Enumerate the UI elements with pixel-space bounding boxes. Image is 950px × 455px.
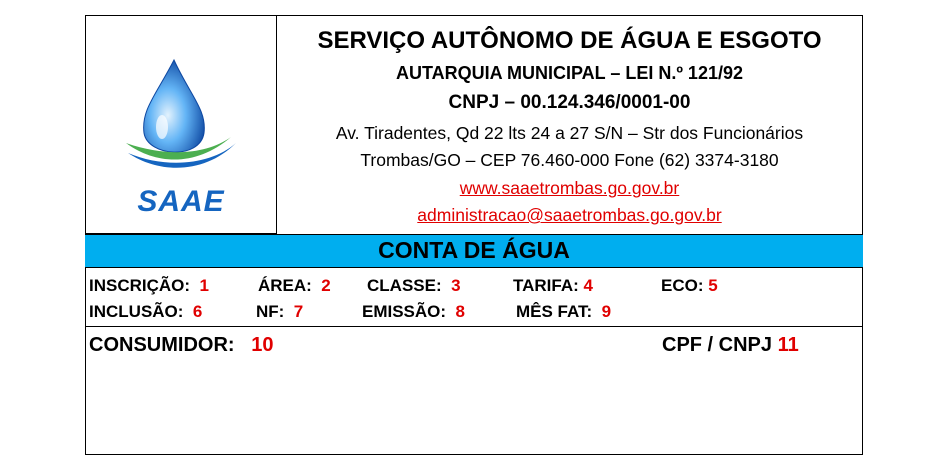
- cpf-cnpj-field: [662, 334, 799, 357]
- field-label: NF:: [256, 302, 285, 321]
- field-mes-fat: [516, 302, 611, 322]
- org-title: SERVIÇO AUTÔNOMO DE ÁGUA E ESGOTO: [317, 27, 822, 54]
- field-value: 5: [708, 276, 718, 295]
- field-value: 7: [293, 302, 304, 321]
- field-value: 8: [455, 302, 465, 321]
- bill-fields: [85, 268, 863, 327]
- field-label: INSCRIÇÃO:: [89, 276, 191, 295]
- field-area: [258, 276, 331, 296]
- field-tarifa: [513, 276, 593, 296]
- header-block: [276, 15, 863, 234]
- cpf-cnpj-value: 11: [777, 334, 799, 356]
- website-link[interactable]: www.saaetrombas.go.gov.br: [459, 178, 680, 198]
- field-classe: [367, 276, 461, 296]
- field-inscricao: [89, 276, 209, 296]
- field-value: 1: [199, 276, 209, 295]
- field-value: 2: [321, 276, 331, 295]
- field-inclusao: [89, 302, 202, 322]
- email-link[interactable]: administracao@saaetrombas.go.gov.br: [417, 205, 722, 225]
- field-value: 4: [583, 276, 593, 295]
- field-emissao: [362, 302, 465, 322]
- consumidor-value: 10: [251, 334, 274, 356]
- logo-text: SAAE: [137, 185, 225, 218]
- org-cnpj: CNPJ – 00.124.346/0001-00: [448, 92, 691, 113]
- section-title-bar: [85, 234, 863, 268]
- consumidor-field: [89, 334, 273, 357]
- field-label: INCLUSÃO:: [89, 302, 184, 321]
- field-value: 9: [601, 302, 612, 321]
- cpf-cnpj-label: CPF / CNPJ: [662, 334, 773, 356]
- address-line-1: Av. Tiradentes, Qd 22 lts 24 a 27 S/N – Str dos Funcionários: [335, 123, 804, 143]
- water-drop-icon: [86, 15, 276, 185]
- field-value: 6: [192, 302, 203, 321]
- org-subtitle: AUTARQUIA MUNICIPAL – LEI N.º 121/92: [396, 63, 743, 83]
- field-label: EMISSÃO:: [362, 302, 447, 321]
- logo-cell: [85, 15, 277, 234]
- field-nf: [256, 302, 303, 322]
- consumidor-label: CONSUMIDOR:: [89, 334, 235, 356]
- address-line-2: Trombas/GO – CEP 76.460-000 Fone (62) 3374-3180: [360, 150, 779, 170]
- field-eco: [661, 276, 718, 296]
- field-label: ECO:: [661, 276, 704, 295]
- field-label: CLASSE:: [367, 276, 442, 295]
- field-label: TARIFA:: [513, 276, 579, 295]
- field-value: 3: [451, 276, 461, 295]
- field-label: ÁREA:: [258, 276, 312, 295]
- section-title: CONTA DE ÁGUA: [378, 237, 570, 263]
- field-label: MÊS FAT:: [516, 302, 593, 321]
